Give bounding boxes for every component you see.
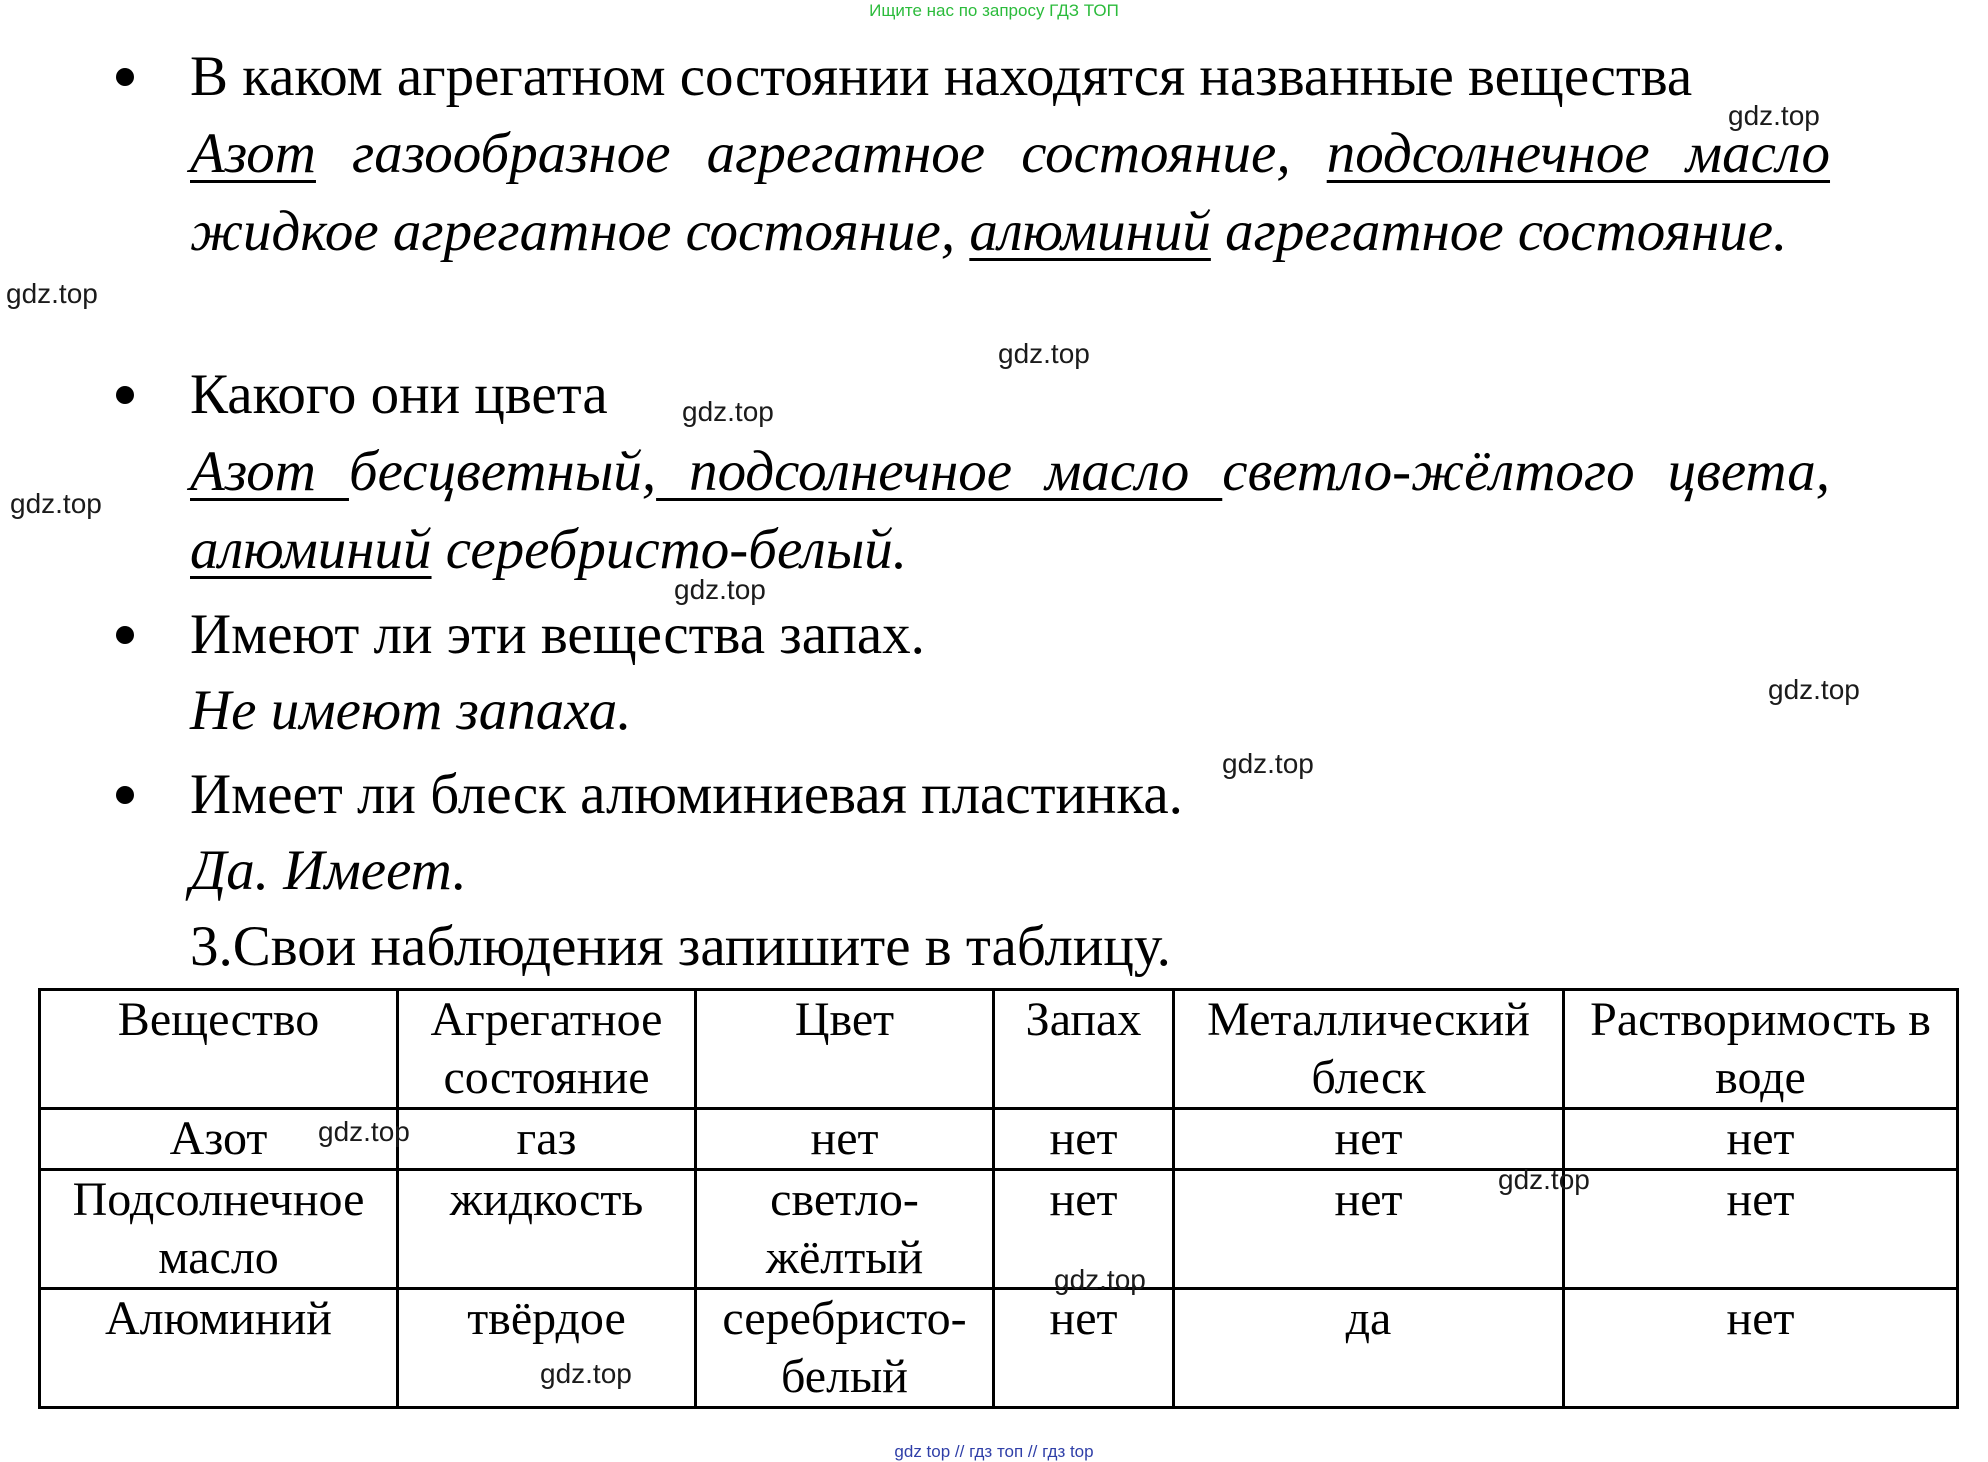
watermark: gdz.top bbox=[10, 488, 102, 519]
table-cell: серебристо-белый bbox=[696, 1289, 994, 1408]
answer-term: алюминий bbox=[190, 518, 432, 581]
table-row bbox=[40, 1289, 1958, 1408]
answer-text: светло-жёлтого цвета, bbox=[1222, 440, 1831, 503]
answer-term: алюминий bbox=[969, 200, 1211, 263]
watermark: gdz.top bbox=[318, 1116, 410, 1147]
answer-1 bbox=[190, 115, 1830, 271]
table-cell: Подсолнечное масло bbox=[40, 1170, 398, 1289]
answer-term: подсолнечное масло bbox=[656, 440, 1223, 503]
watermark: gdz.top bbox=[1054, 1264, 1146, 1295]
watermark: gdz.top bbox=[682, 396, 774, 427]
table-header-cell: Металлический блеск bbox=[1174, 990, 1564, 1109]
question-3: Имеют ли эти вещества запах. bbox=[190, 603, 925, 666]
table-cell: нет bbox=[1174, 1109, 1564, 1170]
table-header-cell: Агрегатное состояние bbox=[398, 990, 696, 1109]
answer-term: Азот bbox=[190, 122, 316, 185]
table-cell: нет bbox=[994, 1289, 1174, 1408]
watermark: gdz.top bbox=[1498, 1164, 1590, 1195]
table-cell: нет bbox=[994, 1170, 1174, 1289]
task-3-heading: 3.Свои наблюдения запишите в таблицу. bbox=[190, 915, 1171, 978]
table-header-cell: Цвет bbox=[696, 990, 994, 1109]
watermark: gdz.top bbox=[1222, 748, 1314, 779]
watermark: gdz.top bbox=[998, 338, 1090, 369]
table-row bbox=[40, 1170, 1958, 1289]
bottom-banner: gdz top // гдз топ // гдз top bbox=[894, 1442, 1094, 1461]
watermark: gdz.top bbox=[6, 278, 98, 309]
table-header-row bbox=[40, 990, 1958, 1109]
watermark: gdz.top bbox=[540, 1358, 632, 1389]
answer-term: Азот bbox=[190, 440, 349, 503]
table-cell: твёрдое bbox=[398, 1289, 696, 1408]
question-1: В каком агрегатном состоянии находятся названные вещества bbox=[190, 45, 1693, 108]
watermark: gdz.top bbox=[1768, 674, 1860, 705]
bullet bbox=[116, 626, 134, 644]
table-cell: газ bbox=[398, 1109, 696, 1170]
table-cell: нет bbox=[1174, 1170, 1564, 1289]
table-cell: нет bbox=[1564, 1109, 1958, 1170]
answer-text: агрегатное состояние. bbox=[1210, 200, 1788, 263]
answer-2 bbox=[190, 433, 1830, 589]
answer-text: жидкое агрегатное состояние, bbox=[190, 200, 970, 263]
watermark: gdz.top bbox=[674, 574, 766, 605]
table-cell: Алюминий bbox=[40, 1289, 398, 1408]
table-cell: нет bbox=[696, 1109, 994, 1170]
table-cell: да bbox=[1174, 1289, 1564, 1408]
table-cell: нет bbox=[994, 1109, 1174, 1170]
answer-term: подсолнечное масло bbox=[1326, 122, 1831, 185]
table-header-cell: Запах bbox=[994, 990, 1174, 1109]
question-4: Имеет ли блеск алюминиевая пластинка. bbox=[190, 763, 1183, 826]
table-cell: Азот bbox=[40, 1109, 398, 1170]
bullet bbox=[116, 68, 134, 86]
bullet bbox=[116, 786, 134, 804]
table-header-cell: Вещество bbox=[40, 990, 398, 1109]
table-cell: светло-жёлтый bbox=[696, 1170, 994, 1289]
question-2: Какого они цвета bbox=[190, 363, 608, 426]
top-banner: Ищите нас по запросу ГДЗ ТОП bbox=[869, 1, 1119, 20]
answer-4: Да. Имеет. bbox=[190, 839, 467, 902]
observation-table bbox=[38, 988, 1959, 1409]
table-cell: нет bbox=[1564, 1170, 1958, 1289]
answer-text: газообразное агрегатное состояние, bbox=[315, 122, 1327, 185]
table-cell: нет bbox=[1564, 1289, 1958, 1408]
table-cell: жидкость bbox=[398, 1170, 696, 1289]
table-header-cell: Растворимость в воде bbox=[1564, 990, 1958, 1109]
watermark: gdz.top bbox=[1728, 100, 1820, 131]
answer-3: Не имеют запаха. bbox=[190, 679, 632, 742]
bullet bbox=[116, 386, 134, 404]
answer-text: серебристо-белый. bbox=[431, 518, 908, 581]
answer-text: бесцветный, bbox=[348, 440, 657, 503]
